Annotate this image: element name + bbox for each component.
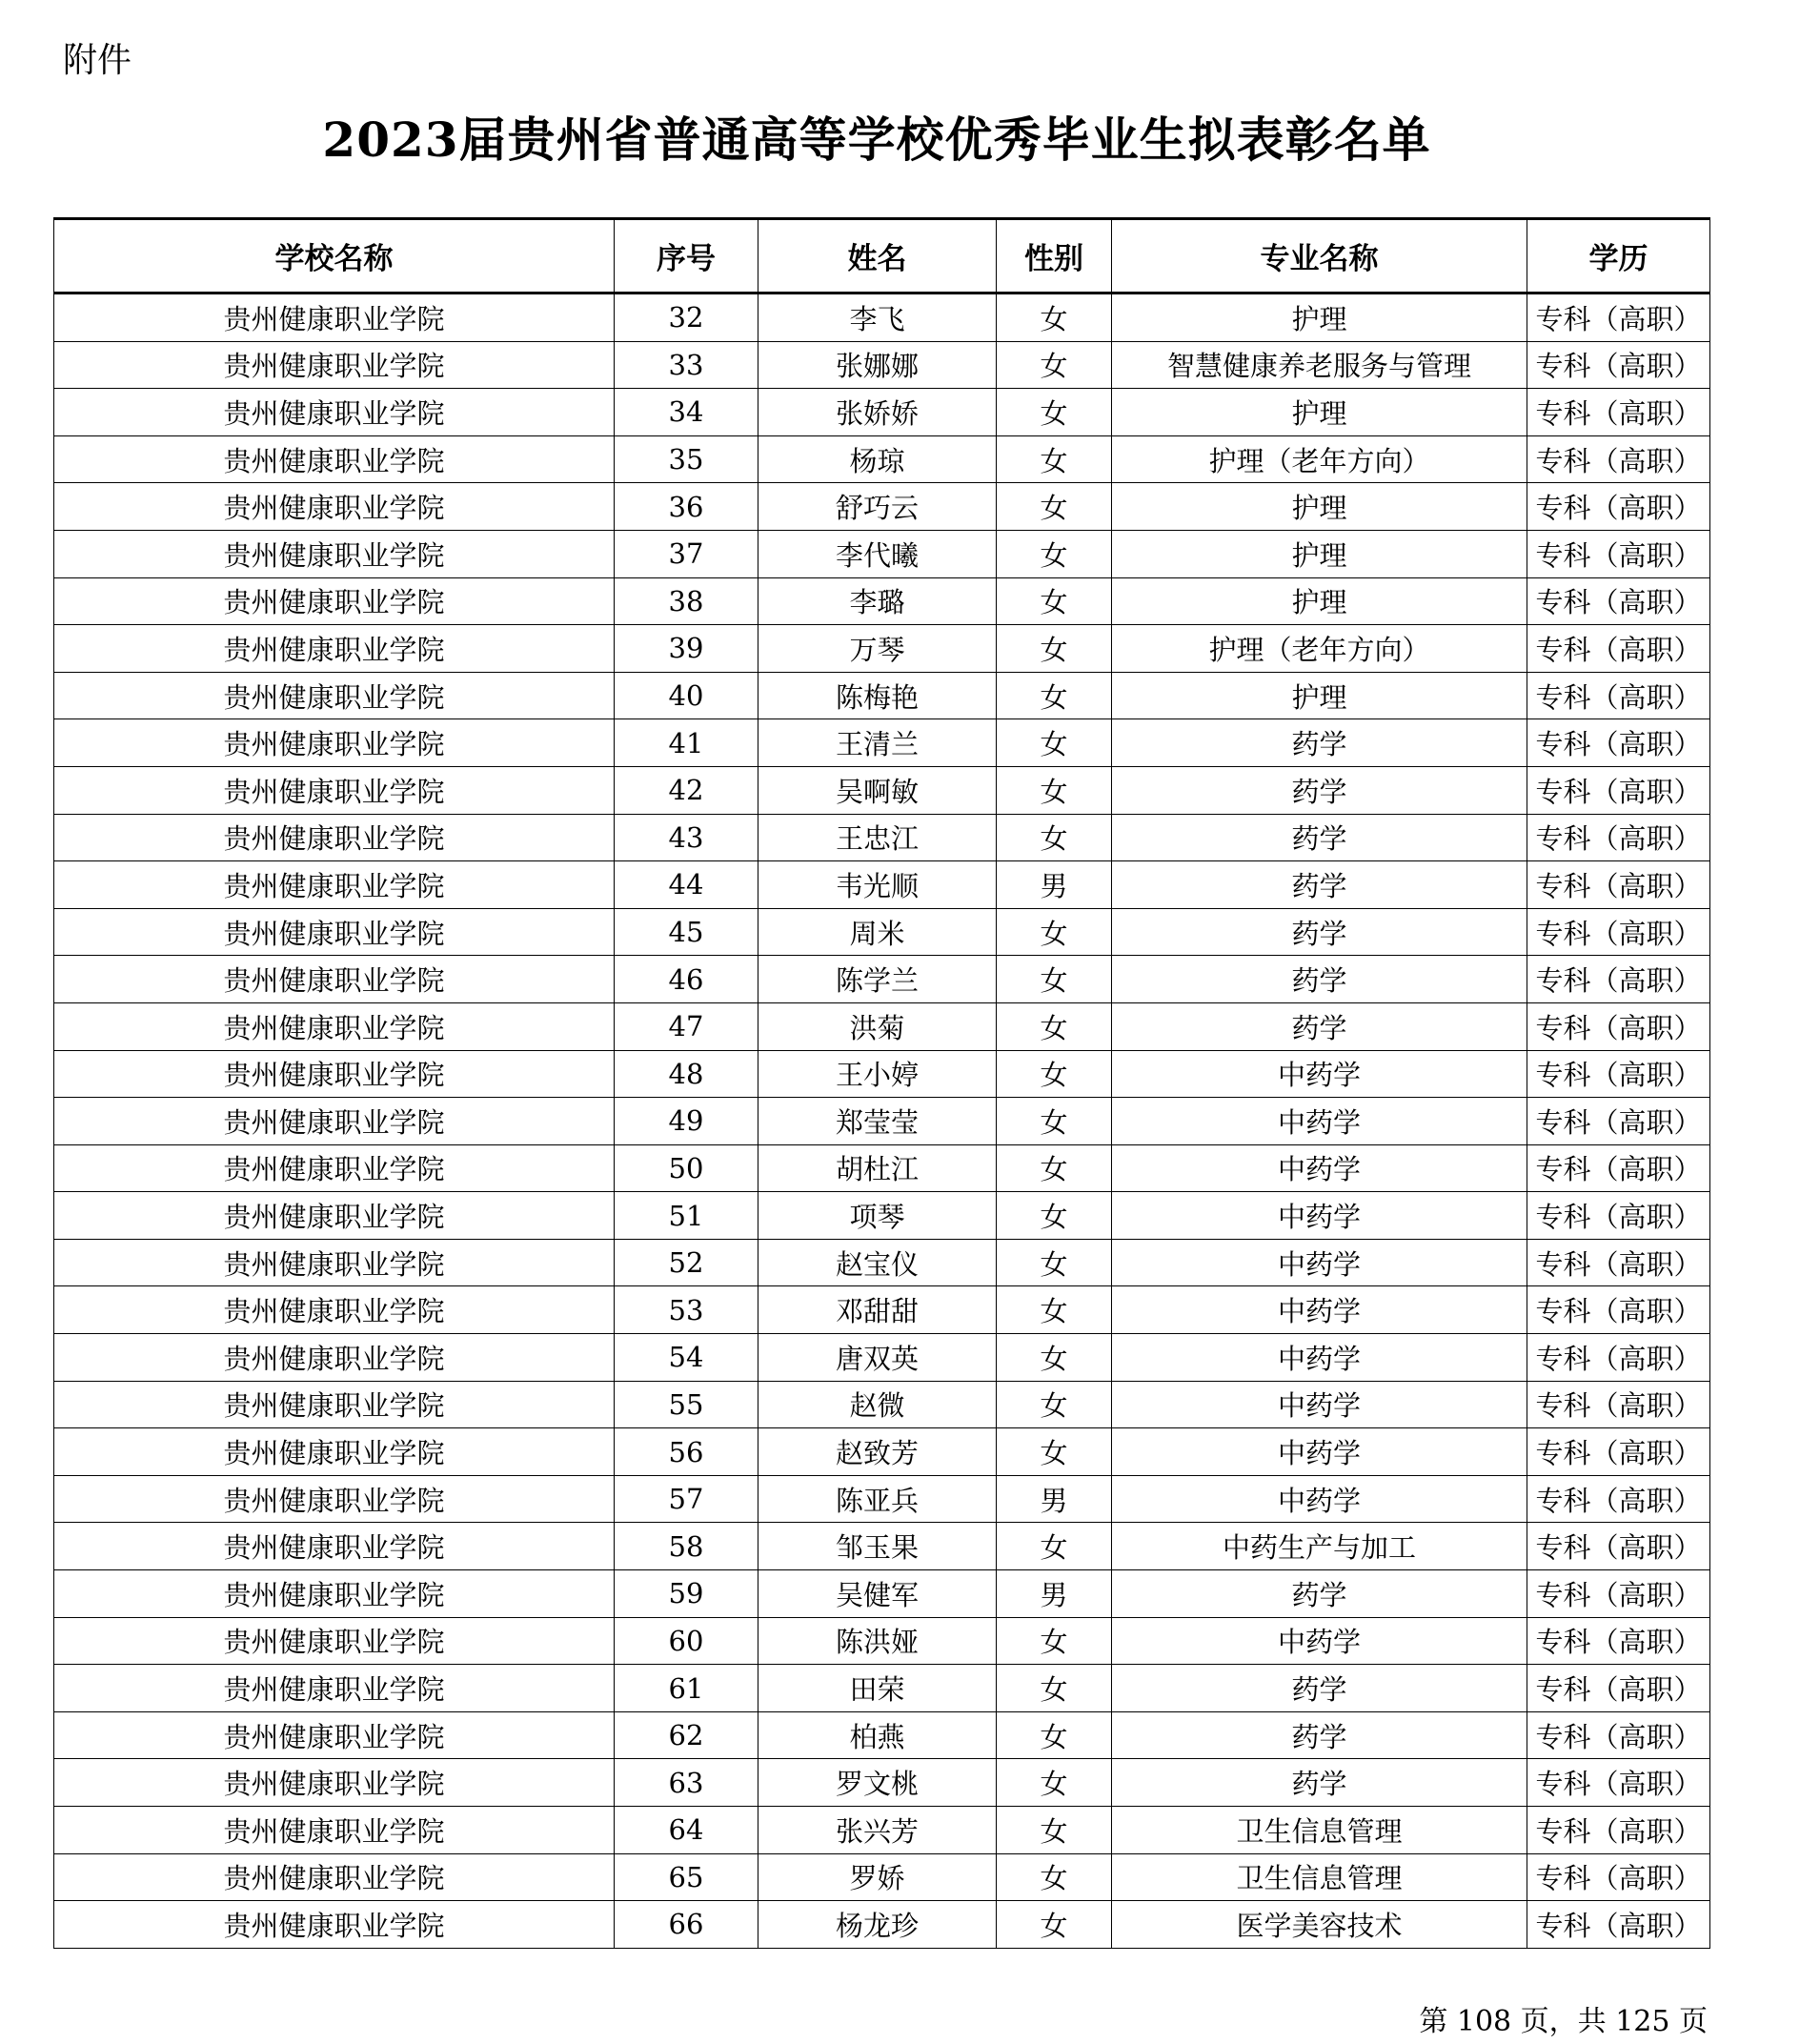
cell-school: 贵州健康职业学院 xyxy=(54,1381,615,1428)
cell-gender: 女 xyxy=(997,1759,1112,1807)
table-row xyxy=(54,293,1710,342)
cell-major: 卫生信息管理 xyxy=(1112,1853,1527,1901)
cell-gender: 男 xyxy=(997,861,1112,909)
cell-name: 韦光顺 xyxy=(758,861,997,909)
cell-number: 43 xyxy=(615,814,758,861)
cell-degree: 专科（高职） xyxy=(1527,1475,1710,1523)
cell-school: 贵州健康职业学院 xyxy=(54,1759,615,1807)
cell-major: 护理 xyxy=(1112,293,1527,342)
cell-school: 贵州健康职业学院 xyxy=(54,1002,615,1050)
cell-school: 贵州健康职业学院 xyxy=(54,1192,615,1240)
cell-degree: 专科（高职） xyxy=(1527,341,1710,389)
cell-school: 贵州健康职业学院 xyxy=(54,1239,615,1286)
cell-school: 贵州健康职业学院 xyxy=(54,719,615,767)
cell-degree: 专科（高职） xyxy=(1527,1286,1710,1334)
cell-major: 药学 xyxy=(1112,1711,1527,1759)
table-row xyxy=(54,1381,1710,1428)
cell-degree: 专科（高职） xyxy=(1527,1570,1710,1618)
cell-major: 药学 xyxy=(1112,861,1527,909)
table-row xyxy=(54,956,1710,1003)
cell-gender: 女 xyxy=(997,1098,1112,1145)
cell-school: 贵州健康职业学院 xyxy=(54,861,615,909)
cell-gender: 女 xyxy=(997,766,1112,814)
cell-major: 中药学 xyxy=(1112,1050,1527,1098)
cell-number: 35 xyxy=(615,435,758,483)
cell-name: 张娜娜 xyxy=(758,341,997,389)
cell-major: 护理（老年方向） xyxy=(1112,625,1527,673)
cell-major: 卫生信息管理 xyxy=(1112,1807,1527,1854)
cell-major: 中药学 xyxy=(1112,1334,1527,1382)
cell-school: 贵州健康职业学院 xyxy=(54,1617,615,1665)
cell-gender: 女 xyxy=(997,1523,1112,1570)
cell-name: 陈梅艳 xyxy=(758,672,997,719)
cell-degree: 专科（高职） xyxy=(1527,1901,1710,1949)
cell-school: 贵州健康职业学院 xyxy=(54,766,615,814)
cell-name: 李代曦 xyxy=(758,530,997,577)
column-header-number: 序号 xyxy=(615,219,758,293)
table-row xyxy=(54,1570,1710,1618)
table-row xyxy=(54,1475,1710,1523)
cell-degree: 专科（高职） xyxy=(1527,1807,1710,1854)
page-indicator: 第 108 页，共 125 页 xyxy=(1419,2005,1708,2038)
cell-number: 32 xyxy=(615,293,758,342)
cell-number: 38 xyxy=(615,577,758,625)
cell-name: 李璐 xyxy=(758,577,997,625)
cell-gender: 女 xyxy=(997,672,1112,719)
cell-major: 医学美容技术 xyxy=(1112,1901,1527,1949)
cell-school: 贵州健康职业学院 xyxy=(54,1144,615,1192)
cell-school: 贵州健康职业学院 xyxy=(54,577,615,625)
cell-name: 唐双英 xyxy=(758,1334,997,1382)
table-row xyxy=(54,577,1710,625)
cell-number: 50 xyxy=(615,1144,758,1192)
cell-number: 33 xyxy=(615,341,758,389)
cell-degree: 专科（高职） xyxy=(1527,1098,1710,1145)
cell-school: 贵州健康职业学院 xyxy=(54,341,615,389)
table-row xyxy=(54,1144,1710,1192)
table-row xyxy=(54,1098,1710,1145)
cell-major: 药学 xyxy=(1112,1002,1527,1050)
cell-gender: 女 xyxy=(997,625,1112,673)
cell-school: 贵州健康职业学院 xyxy=(54,672,615,719)
cell-name: 赵宝仪 xyxy=(758,1239,997,1286)
cell-number: 42 xyxy=(615,766,758,814)
cell-degree: 专科（高职） xyxy=(1527,814,1710,861)
column-header-gender: 性别 xyxy=(997,219,1112,293)
cell-name: 项琴 xyxy=(758,1192,997,1240)
cell-gender: 女 xyxy=(997,341,1112,389)
cell-gender: 女 xyxy=(997,1144,1112,1192)
cell-gender: 女 xyxy=(997,577,1112,625)
cell-degree: 专科（高职） xyxy=(1527,1523,1710,1570)
cell-name: 胡杜江 xyxy=(758,1144,997,1192)
cell-gender: 女 xyxy=(997,719,1112,767)
cell-major: 中药学 xyxy=(1112,1428,1527,1476)
table-row xyxy=(54,1192,1710,1240)
table-row xyxy=(54,1050,1710,1098)
honoree-table xyxy=(53,217,1710,1949)
table-header-row xyxy=(54,219,1710,293)
cell-number: 48 xyxy=(615,1050,758,1098)
cell-school: 贵州健康职业学院 xyxy=(54,1523,615,1570)
table-row xyxy=(54,1853,1710,1901)
table-row xyxy=(54,1286,1710,1334)
cell-number: 34 xyxy=(615,389,758,436)
column-header-name: 姓名 xyxy=(758,219,997,293)
cell-degree: 专科（高职） xyxy=(1527,672,1710,719)
cell-name: 田荣 xyxy=(758,1665,997,1712)
cell-degree: 专科（高职） xyxy=(1527,908,1710,956)
cell-degree: 专科（高职） xyxy=(1527,1050,1710,1098)
cell-number: 37 xyxy=(615,530,758,577)
cell-degree: 专科（高职） xyxy=(1527,1192,1710,1240)
cell-major: 药学 xyxy=(1112,1759,1527,1807)
cell-gender: 女 xyxy=(997,814,1112,861)
cell-major: 护理 xyxy=(1112,389,1527,436)
cell-gender: 女 xyxy=(997,1428,1112,1476)
cell-number: 47 xyxy=(615,1002,758,1050)
cell-name: 王清兰 xyxy=(758,719,997,767)
table-row xyxy=(54,1711,1710,1759)
cell-degree: 专科（高职） xyxy=(1527,719,1710,767)
cell-gender: 女 xyxy=(997,1901,1112,1949)
cell-number: 52 xyxy=(615,1239,758,1286)
cell-major: 药学 xyxy=(1112,814,1527,861)
cell-number: 40 xyxy=(615,672,758,719)
cell-degree: 专科（高职） xyxy=(1527,577,1710,625)
column-header-school: 学校名称 xyxy=(54,219,615,293)
table-row xyxy=(54,530,1710,577)
cell-name: 赵致芳 xyxy=(758,1428,997,1476)
cell-school: 贵州健康职业学院 xyxy=(54,293,615,342)
column-header-degree: 学历 xyxy=(1527,219,1710,293)
cell-degree: 专科（高职） xyxy=(1527,530,1710,577)
cell-number: 39 xyxy=(615,625,758,673)
cell-school: 贵州健康职业学院 xyxy=(54,1711,615,1759)
cell-gender: 男 xyxy=(997,1475,1112,1523)
cell-name: 邹玉果 xyxy=(758,1523,997,1570)
cell-major: 中药学 xyxy=(1112,1617,1527,1665)
cell-degree: 专科（高职） xyxy=(1527,766,1710,814)
cell-degree: 专科（高职） xyxy=(1527,1853,1710,1901)
cell-major: 中药学 xyxy=(1112,1286,1527,1334)
cell-gender: 女 xyxy=(997,1617,1112,1665)
cell-degree: 专科（高职） xyxy=(1527,1428,1710,1476)
cell-gender: 女 xyxy=(997,1002,1112,1050)
cell-gender: 女 xyxy=(997,435,1112,483)
table-row xyxy=(54,1239,1710,1286)
cell-degree: 专科（高职） xyxy=(1527,625,1710,673)
cell-major: 护理 xyxy=(1112,530,1527,577)
table-row xyxy=(54,719,1710,767)
cell-gender: 女 xyxy=(997,1665,1112,1712)
cell-major: 中药学 xyxy=(1112,1381,1527,1428)
cell-degree: 专科（高职） xyxy=(1527,1617,1710,1665)
cell-gender: 女 xyxy=(997,908,1112,956)
table-row xyxy=(54,908,1710,956)
document-title: 2023届贵州省普通高等学校优秀毕业生拟表彰名单 xyxy=(322,111,1431,168)
cell-number: 41 xyxy=(615,719,758,767)
cell-number: 66 xyxy=(615,1901,758,1949)
cell-school: 贵州健康职业学院 xyxy=(54,1853,615,1901)
table-body xyxy=(54,293,1710,1949)
cell-major: 中药学 xyxy=(1112,1098,1527,1145)
cell-gender: 女 xyxy=(997,1286,1112,1334)
column-header-major: 专业名称 xyxy=(1112,219,1527,293)
cell-name: 赵微 xyxy=(758,1381,997,1428)
cell-major: 护理 xyxy=(1112,577,1527,625)
cell-number: 45 xyxy=(615,908,758,956)
table-row xyxy=(54,435,1710,483)
cell-major: 中药学 xyxy=(1112,1239,1527,1286)
cell-number: 62 xyxy=(615,1711,758,1759)
cell-school: 贵州健康职业学院 xyxy=(54,1286,615,1334)
cell-school: 贵州健康职业学院 xyxy=(54,1807,615,1854)
cell-school: 贵州健康职业学院 xyxy=(54,1428,615,1476)
cell-major: 护理（老年方向） xyxy=(1112,435,1527,483)
table-row xyxy=(54,1002,1710,1050)
cell-degree: 专科（高职） xyxy=(1527,293,1710,342)
cell-school: 贵州健康职业学院 xyxy=(54,625,615,673)
cell-degree: 专科（高职） xyxy=(1527,1239,1710,1286)
cell-degree: 专科（高职） xyxy=(1527,1334,1710,1382)
cell-name: 柏燕 xyxy=(758,1711,997,1759)
table-row xyxy=(54,766,1710,814)
table-row xyxy=(54,1523,1710,1570)
cell-school: 贵州健康职业学院 xyxy=(54,1098,615,1145)
cell-number: 60 xyxy=(615,1617,758,1665)
cell-school: 贵州健康职业学院 xyxy=(54,814,615,861)
cell-name: 杨琼 xyxy=(758,435,997,483)
cell-major: 中药学 xyxy=(1112,1144,1527,1192)
cell-number: 59 xyxy=(615,1570,758,1618)
cell-number: 64 xyxy=(615,1807,758,1854)
cell-major: 药学 xyxy=(1112,908,1527,956)
cell-major: 智慧健康养老服务与管理 xyxy=(1112,341,1527,389)
cell-gender: 女 xyxy=(997,483,1112,531)
cell-major: 护理 xyxy=(1112,672,1527,719)
cell-gender: 女 xyxy=(997,293,1112,342)
cell-major: 中药学 xyxy=(1112,1475,1527,1523)
cell-gender: 女 xyxy=(997,1239,1112,1286)
cell-degree: 专科（高职） xyxy=(1527,1002,1710,1050)
table-row xyxy=(54,625,1710,673)
cell-gender: 女 xyxy=(997,530,1112,577)
cell-gender: 女 xyxy=(997,956,1112,1003)
table-row xyxy=(54,1665,1710,1712)
cell-degree: 专科（高职） xyxy=(1527,435,1710,483)
cell-major: 中药生产与加工 xyxy=(1112,1523,1527,1570)
cell-number: 49 xyxy=(615,1098,758,1145)
cell-school: 贵州健康职业学院 xyxy=(54,1050,615,1098)
cell-school: 贵州健康职业学院 xyxy=(54,389,615,436)
cell-number: 44 xyxy=(615,861,758,909)
cell-number: 61 xyxy=(615,1665,758,1712)
cell-number: 36 xyxy=(615,483,758,531)
cell-name: 周米 xyxy=(758,908,997,956)
table-row xyxy=(54,672,1710,719)
cell-name: 陈亚兵 xyxy=(758,1475,997,1523)
cell-major: 护理 xyxy=(1112,483,1527,531)
cell-number: 54 xyxy=(615,1334,758,1382)
cell-school: 贵州健康职业学院 xyxy=(54,1901,615,1949)
table-row xyxy=(54,1901,1710,1949)
cell-number: 63 xyxy=(615,1759,758,1807)
cell-gender: 女 xyxy=(997,389,1112,436)
cell-school: 贵州健康职业学院 xyxy=(54,1475,615,1523)
cell-gender: 女 xyxy=(997,1381,1112,1428)
table-row xyxy=(54,814,1710,861)
cell-major: 药学 xyxy=(1112,1665,1527,1712)
cell-school: 贵州健康职业学院 xyxy=(54,530,615,577)
cell-gender: 女 xyxy=(997,1853,1112,1901)
cell-gender: 女 xyxy=(997,1192,1112,1240)
table-row xyxy=(54,483,1710,531)
cell-school: 贵州健康职业学院 xyxy=(54,956,615,1003)
cell-number: 53 xyxy=(615,1286,758,1334)
cell-number: 51 xyxy=(615,1192,758,1240)
cell-name: 王小婷 xyxy=(758,1050,997,1098)
cell-degree: 专科（高职） xyxy=(1527,1665,1710,1712)
cell-number: 56 xyxy=(615,1428,758,1476)
cell-name: 王忠江 xyxy=(758,814,997,861)
cell-name: 陈学兰 xyxy=(758,956,997,1003)
cell-degree: 专科（高职） xyxy=(1527,1711,1710,1759)
cell-major: 中药学 xyxy=(1112,1192,1527,1240)
cell-number: 46 xyxy=(615,956,758,1003)
table-row xyxy=(54,1617,1710,1665)
cell-school: 贵州健康职业学院 xyxy=(54,483,615,531)
cell-school: 贵州健康职业学院 xyxy=(54,1570,615,1618)
table-row xyxy=(54,1807,1710,1854)
cell-name: 张娇娇 xyxy=(758,389,997,436)
cell-major: 药学 xyxy=(1112,766,1527,814)
cell-degree: 专科（高职） xyxy=(1527,483,1710,531)
cell-name: 舒巧云 xyxy=(758,483,997,531)
cell-gender: 女 xyxy=(997,1334,1112,1382)
cell-school: 贵州健康职业学院 xyxy=(54,435,615,483)
cell-gender: 女 xyxy=(997,1807,1112,1854)
cell-major: 药学 xyxy=(1112,956,1527,1003)
cell-number: 58 xyxy=(615,1523,758,1570)
attachment-label: 附件 xyxy=(63,41,132,80)
cell-school: 贵州健康职业学院 xyxy=(54,1334,615,1382)
cell-gender: 女 xyxy=(997,1711,1112,1759)
cell-name: 吴健军 xyxy=(758,1570,997,1618)
table-row xyxy=(54,341,1710,389)
cell-gender: 男 xyxy=(997,1570,1112,1618)
cell-school: 贵州健康职业学院 xyxy=(54,908,615,956)
table-row xyxy=(54,1334,1710,1382)
cell-degree: 专科（高职） xyxy=(1527,1381,1710,1428)
cell-name: 李飞 xyxy=(758,293,997,342)
table-row xyxy=(54,1428,1710,1476)
cell-name: 罗娇 xyxy=(758,1853,997,1901)
cell-degree: 专科（高职） xyxy=(1527,1144,1710,1192)
cell-number: 55 xyxy=(615,1381,758,1428)
cell-name: 陈洪娅 xyxy=(758,1617,997,1665)
cell-name: 张兴芳 xyxy=(758,1807,997,1854)
cell-degree: 专科（高职） xyxy=(1527,861,1710,909)
cell-name: 万琴 xyxy=(758,625,997,673)
table-row xyxy=(54,389,1710,436)
cell-number: 57 xyxy=(615,1475,758,1523)
cell-name: 洪菊 xyxy=(758,1002,997,1050)
cell-degree: 专科（高职） xyxy=(1527,956,1710,1003)
table-row xyxy=(54,1759,1710,1807)
cell-name: 吴啊敏 xyxy=(758,766,997,814)
cell-name: 郑莹莹 xyxy=(758,1098,997,1145)
cell-name: 邓甜甜 xyxy=(758,1286,997,1334)
cell-number: 65 xyxy=(615,1853,758,1901)
cell-major: 药学 xyxy=(1112,719,1527,767)
cell-name: 杨龙珍 xyxy=(758,1901,997,1949)
cell-school: 贵州健康职业学院 xyxy=(54,1665,615,1712)
cell-degree: 专科（高职） xyxy=(1527,1759,1710,1807)
cell-gender: 女 xyxy=(997,1050,1112,1098)
table-row xyxy=(54,861,1710,909)
cell-major: 药学 xyxy=(1112,1570,1527,1618)
cell-degree: 专科（高职） xyxy=(1527,389,1710,436)
cell-name: 罗文桃 xyxy=(758,1759,997,1807)
